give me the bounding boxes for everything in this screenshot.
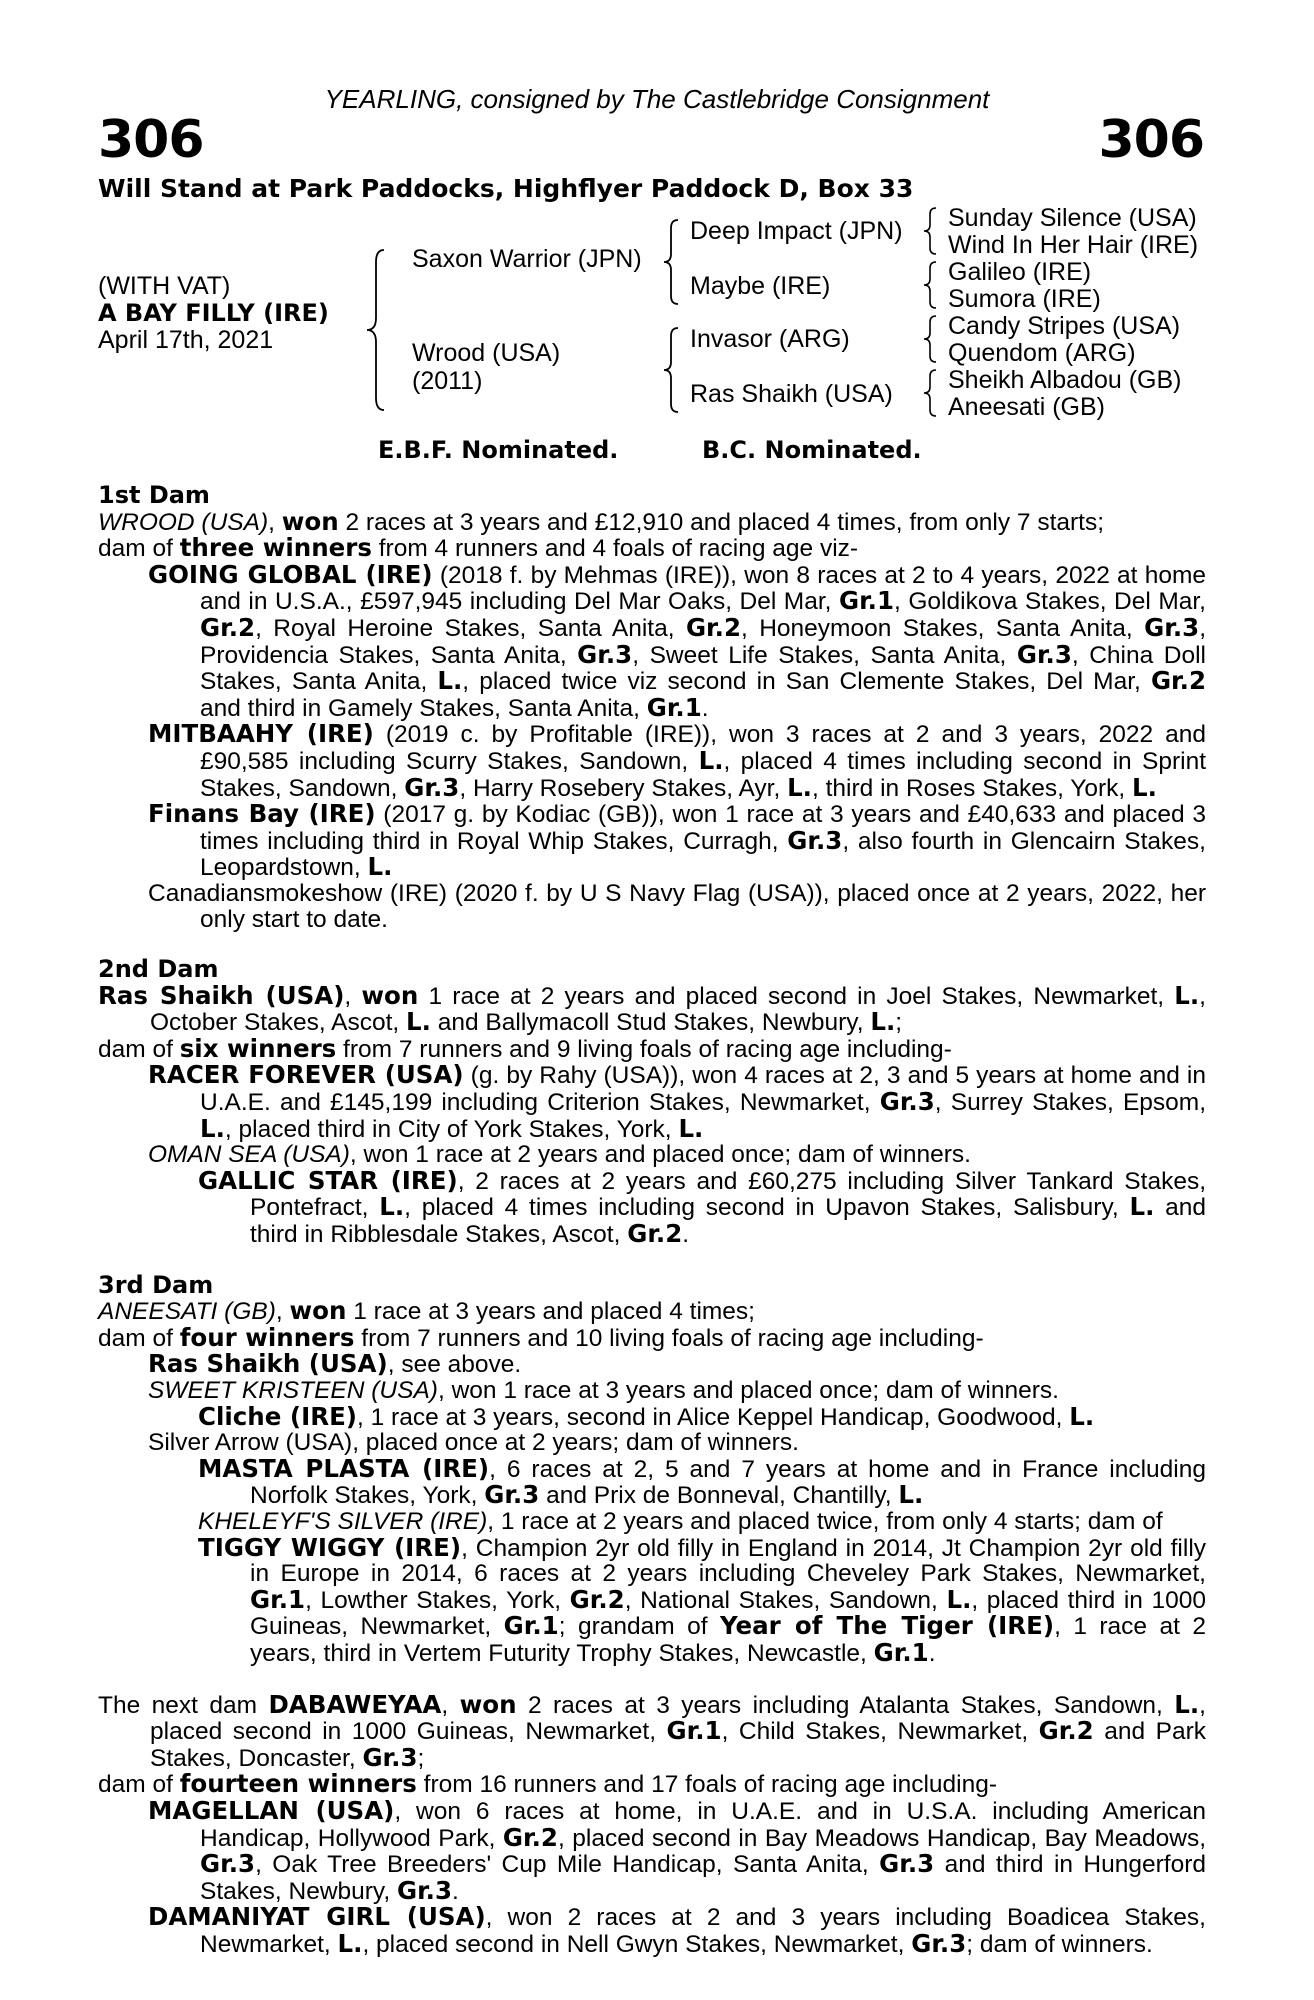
entry-text: from 7 runners and 9 living foals of racing age including- (336, 1035, 952, 1063)
entry-text: , placed third in City of York Stakes, York, (224, 1115, 679, 1143)
entry-text: L. (1129, 1192, 1155, 1222)
entry-text: DAMANIYAT GIRL (USA) (148, 1902, 486, 1932)
entry-text: , 1 race at 2 years and placed twice, from only 4 starts; dam of (487, 1507, 1163, 1535)
dam-name: Wrood (USA) (412, 339, 561, 367)
family-entry (98, 1509, 1206, 1535)
entry-text: , Providencia Stakes, Santa Anita, (200, 614, 1206, 669)
pedigree-brace-sd (920, 260, 942, 310)
entry-text: GALLIC STAR (IRE) (198, 1165, 458, 1195)
entry-text: , Champion 2yr old filly in England in 2014, Jt Champion 2yr old filly in Europe in 2014, 6 races at 2 years including Cheveley Park Stakes, Newmarket, (250, 1534, 1207, 1588)
family-details (98, 483, 1206, 1957)
ped-sss: Sunday Silence (USA) (948, 204, 1197, 232)
entry-text: MITBAAHY (IRE) (148, 719, 374, 749)
entry-text: Gr.2 (502, 1822, 558, 1852)
entry-text: Gr.3 (911, 1928, 967, 1958)
entry-text: L. (200, 1113, 225, 1143)
entry-text: , placed 4 times including second in Upavon Stakes, Salisbury, (404, 1194, 1130, 1222)
entry-text: , Sweet Life Stakes, Santa Anita, (632, 641, 1017, 669)
entry-text: from 4 runners and 4 foals of racing age viz- (371, 535, 859, 563)
entry-text: L. (337, 1928, 363, 1958)
entry-text: MASTA PLASTA (IRE) (198, 1453, 490, 1483)
section-gap (98, 1248, 1206, 1273)
entry-text: Gr.3 (484, 1480, 540, 1510)
entry-text: , placed second in Bay Meadows Handicap, Bay Meadows, (557, 1824, 1207, 1852)
family-entry (98, 535, 1206, 562)
entry-text: L. (379, 1192, 405, 1222)
entry-text: , 1 race at 3 years, second in Alice Keppel Handicap, Goodwood, (357, 1403, 1070, 1431)
family-entry (98, 1378, 1206, 1404)
entry-text: , 6 races at 2, 5 and 7 years at home and in France including Norfolk Stakes, York, (250, 1455, 1207, 1510)
entry-text: fourteen winners (179, 1769, 417, 1799)
family-entry (98, 1351, 1206, 1378)
entry-text: Gr.3 (404, 772, 460, 802)
entry-text: Gr.3 (577, 639, 633, 669)
entry-text: Gr.2 (1038, 1716, 1094, 1746)
entry-text: , National Stakes, Sandown, (624, 1586, 947, 1614)
entry-text: Silver Arrow (USA), placed once at 2 years; dam of winners. (148, 1429, 799, 1457)
entry-text: (2018 f. by Mehmas (IRE)), won 8 races at 2 to 4 years, 2022 at home and in U.S.A., £597,945 including Del Mar Oaks, Del Mar, (200, 561, 1206, 616)
entry-text: , placed third in 1000 Guineas, Newmarket, (250, 1586, 1206, 1641)
entry-text: , Harry Rosebery Stakes, Ayr, (459, 774, 788, 802)
family-entry (98, 801, 1206, 881)
pedigree-brace-dd (920, 368, 942, 418)
entry-text: , (344, 982, 362, 1010)
section-gap (98, 932, 1206, 957)
entry-text: Finans Bay (IRE) (148, 799, 376, 829)
entry-text: L. (870, 1007, 896, 1037)
family-entry (98, 559, 1206, 722)
entry-text: three winners (179, 533, 372, 563)
entry-text: six winners (179, 1033, 337, 1063)
family-entry (98, 1532, 1207, 1667)
entry-text: L. (898, 1480, 924, 1510)
entry-text: Gr.2 (569, 1584, 625, 1614)
sire-sire: Deep Impact (JPN) (690, 217, 903, 245)
entry-text: . (701, 694, 709, 722)
entry-text: , placed second in Nell Gwyn Stakes, Newmarket, (362, 1930, 912, 1958)
entry-text: Gr.3 (1016, 639, 1072, 669)
family-entry (98, 1142, 1206, 1168)
entry-text: Gr.1 (250, 1584, 306, 1614)
entry-text: , (441, 1691, 460, 1719)
vat-label: (WITH VAT) (98, 272, 231, 300)
pedigree-brace-main (362, 248, 392, 412)
entry-text: dam of (98, 535, 180, 563)
entry-text: L. (698, 745, 724, 775)
entry-text: , China Doll Stakes, Santa Anita, (200, 641, 1206, 696)
entry-text: Gr.3 (879, 1849, 935, 1879)
entry-text: SWEET KRISTEEN (USA) (148, 1377, 438, 1404)
entry-text: L. (678, 1113, 704, 1143)
family-entry (98, 1033, 1206, 1063)
entry-text: Gr.2 (1150, 666, 1206, 696)
entry-text: Gr.2 (627, 1219, 683, 1249)
entry-text: , Surrey Stakes, Epsom, (934, 1089, 1207, 1117)
stand-location: Will Stand at Park Paddocks, Highflyer Paddock D, Box 33 (98, 174, 914, 203)
bc-nominated: B.C. Nominated. (702, 436, 922, 464)
entry-text: Gr.3 (200, 1849, 256, 1879)
entry-text: and Prix de Bonneval, Chantilly, (539, 1482, 899, 1510)
entry-text: , placed second in 1000 Guineas, Newmarket, (150, 1691, 1206, 1746)
family-entry (98, 1904, 1206, 1957)
entry-text: Gr.1 (873, 1637, 929, 1667)
family-entry (98, 1795, 1207, 1905)
entry-text: ; (417, 1744, 425, 1772)
entry-text: , Oak Tree Breeders' Cup Mile Handicap, Santa Anita, (255, 1851, 880, 1879)
family-entry (98, 721, 1206, 801)
entry-text: dam of (98, 1324, 180, 1352)
entry-text: Gr.2 (685, 612, 741, 642)
entry-text: , won 6 races at home, in U.A.E. and in U.S.A. including American Handicap, Hollywood Park, (200, 1797, 1206, 1852)
entry-text: WROOD (USA) (98, 508, 269, 536)
entry-text: and third in Ribblesdale Stakes, Ascot, (250, 1194, 1206, 1249)
entry-text: Ras Shaikh (USA) (148, 1349, 388, 1379)
entry-text: L. (1174, 1689, 1200, 1719)
entry-text: , won 1 race at 2 years and placed once; dam of winners. (349, 1141, 971, 1169)
section-heading: 3rd Dam (98, 1270, 214, 1299)
section-gap (98, 1667, 1206, 1692)
entry-text: and third in Gamely Stakes, Santa Anita, (200, 694, 647, 722)
entry-text: 1 race at 2 years and placed second in Joel Stakes, Newmarket, (418, 982, 1175, 1010)
entry-text: , Child Stakes, Newmarket, (721, 1718, 1039, 1746)
entry-text: won (289, 1296, 347, 1326)
family-entry (98, 1165, 1206, 1249)
entry-text: 2 races at 3 years including Atalanta Stakes, Sandown, (516, 1691, 1175, 1719)
dam-dam: Ras Shaikh (USA) (690, 380, 893, 408)
entry-text: Gr.1 (666, 1716, 722, 1746)
entry-text: (2017 g. by Kodiac (GB)), won 1 race at 3 years and £40,633 and placed 3 times including third in Royal Whip Stakes, Curragh, (200, 801, 1206, 855)
entry-text: , third in Roses Stakes, York, (811, 774, 1133, 802)
entry-text: Gr.1 (503, 1611, 559, 1641)
entry-text: Ras Shaikh (USA) (98, 980, 345, 1010)
entry-text: . (682, 1221, 690, 1249)
family-entry (98, 1689, 1206, 1772)
section-heading: 1st Dam (98, 481, 210, 509)
entry-text: , (268, 508, 282, 536)
entry-text: and third in Hungerford Stakes, Newbury, (200, 1851, 1207, 1905)
entry-text: L. (406, 1007, 431, 1037)
ped-dsd: Quendom (ARG) (948, 339, 1136, 367)
pedigree-brace-ss (920, 206, 942, 256)
entry-text: ; dam of winners. (966, 1930, 1153, 1958)
section-heading: 2nd Dam (98, 955, 219, 984)
family-entry (98, 1453, 1207, 1510)
entry-text: GOING GLOBAL (IRE) (148, 559, 433, 589)
family-entry (98, 1771, 1206, 1798)
family-entry (98, 1322, 1206, 1352)
entry-text: L. (787, 772, 812, 802)
entry-text: , Honeymoon Stakes, Santa Anita, (741, 614, 1145, 642)
entry-text: RACER FOREVER (USA) (148, 1060, 464, 1090)
entry-text: four winners (179, 1322, 355, 1352)
entry-text: The next dam (98, 1691, 269, 1719)
entry-text: TIGGY WIGGY (IRE) (198, 1532, 462, 1562)
family-entry (98, 1062, 1206, 1142)
entry-text: from 7 runners and 10 living foals of racing age including- (354, 1324, 984, 1352)
entry-text: , October Stakes, Ascot, (150, 982, 1206, 1037)
entry-text: , (275, 1298, 290, 1326)
pedigree-brace-ds (920, 314, 942, 364)
ped-dss: Candy Stripes (USA) (948, 312, 1181, 340)
entry-text: Gr.3 (879, 1087, 935, 1117)
ped-ddd: Aneesati (GB) (948, 393, 1106, 421)
pedigree-brace-dam (660, 326, 684, 414)
consignment-line: YEARLING, consigned by The Castlebridge Consignment (324, 84, 990, 114)
entry-text: Gr.3 (396, 1875, 453, 1905)
entry-text: , won 1 race at 3 years and placed once; dam of winners. (437, 1377, 1059, 1404)
entry-text: won (459, 1689, 517, 1719)
family-entry (98, 1401, 1206, 1431)
entry-text: OMAN SEA (USA) (148, 1141, 350, 1169)
ped-dds: Sheikh Albadou (GB) (948, 366, 1182, 394)
family-entry (98, 1298, 1206, 1325)
horse-dob: April 17th, 2021 (98, 326, 274, 354)
entry-text: . (452, 1877, 459, 1905)
family-entry (98, 1430, 1206, 1456)
entry-text: , Royal Heroine Stakes, Santa Anita, (255, 614, 686, 642)
entry-text: 2 races at 3 years and £12,910 and placed 4 times, from only 7 starts; (338, 508, 1105, 536)
entry-text: L. (367, 852, 393, 882)
pedigree-brace-sire (660, 218, 684, 306)
entry-text: Cliche (IRE) (198, 1401, 357, 1431)
entry-text: , also fourth in Glencairn Stakes, Leopardstown, (200, 827, 1206, 882)
entry-text: won (281, 506, 339, 536)
lot-number-left: 306 (98, 110, 204, 170)
entry-text: , Goldikova Stakes, Del Mar, (894, 588, 1206, 616)
family-entry (98, 881, 1206, 932)
entry-text: 1 race at 3 years and placed 4 times; (346, 1298, 755, 1326)
entry-text: dam of (98, 1035, 180, 1063)
entry-text: Gr.3 (362, 1742, 418, 1772)
sire: Saxon Warrior (JPN) (412, 245, 642, 273)
horse-name: A BAY FILLY (IRE) (98, 299, 329, 327)
dam-year: (2011) (412, 367, 483, 395)
ped-ssd: Wind In Her Hair (IRE) (948, 231, 1199, 259)
lot-number-right: 306 (1098, 110, 1204, 170)
ped-sdd: Sumora (IRE) (948, 285, 1101, 313)
entry-text: won (361, 980, 419, 1010)
entry-text: dam of (98, 1771, 180, 1799)
entry-text: MAGELLAN (USA) (148, 1795, 395, 1825)
entry-text: Gr.1 (646, 692, 702, 722)
entry-text: L. (1132, 772, 1157, 802)
dam-sire: Invasor (ARG) (690, 325, 850, 353)
entry-text: , won 2 races at 2 and 3 years including Boadicea Stakes, Newmarket, (200, 1904, 1206, 1958)
entry-text: L. (1069, 1401, 1095, 1431)
entry-text: , see above. (387, 1351, 522, 1379)
entry-text: Gr.3 (1144, 612, 1200, 642)
family-entry (98, 980, 1206, 1037)
entry-text: Canadiansmokeshow (IRE) (2020 f. by U S Navy Flag (USA)), placed once at 2 years, 2022, her only start to date. (148, 879, 1206, 933)
sire-dam: Maybe (IRE) (690, 272, 831, 300)
entry-text: Year of The Tiger (IRE) (719, 1611, 1055, 1641)
entry-text: and Park Stakes, Doncaster, (150, 1718, 1206, 1772)
entry-text: DABAWEYAA (268, 1689, 442, 1719)
entry-text: Gr.3 (787, 825, 843, 855)
entry-text: , Lowther Stakes, York, (305, 1586, 570, 1614)
entry-text: from 16 runners and 17 foals of racing age including- (416, 1771, 998, 1799)
entry-text: L. (437, 666, 463, 696)
entry-text: , 1 race at 2 years, third in Vertem Futurity Trophy Stakes, Newcastle, (250, 1613, 1206, 1667)
entry-text: ; (895, 1009, 903, 1037)
ped-sds: Galileo (IRE) (948, 258, 1092, 286)
entry-text: Gr.2 (200, 612, 256, 642)
entry-text: ANEESATI (GB) (98, 1298, 276, 1326)
entry-text: , 2 races at 2 years and £60,275 including Silver Tankard Stakes, Pontefract, (250, 1167, 1206, 1222)
ebf-nominated: E.B.F. Nominated. (378, 436, 619, 464)
entry-text: . (928, 1639, 936, 1667)
entry-text: ; grandam of (558, 1613, 720, 1641)
entry-text: L. (946, 1584, 972, 1614)
entry-text: (2019 c. by Profitable (IRE)), won 3 races at 2 and 3 years, 2022 and £90,585 including Scurry Stakes, Sandown, (200, 721, 1206, 775)
entry-text: L. (1174, 980, 1200, 1010)
entry-text: KHELEYF'S SILVER (IRE) (198, 1507, 488, 1535)
entry-text: (g. by Rahy (USA)), won 4 races at 2, 3 and 5 years at home and in U.A.E. and £145,199 including Criterion Stakes, Newmarket, (200, 1062, 1207, 1117)
entry-text: , placed 4 times including second in Sprint Stakes, Sandown, (200, 747, 1207, 802)
entry-text: and Ballymacoll Stud Stakes, Newbury, (430, 1009, 871, 1037)
entry-text: , placed twice viz second in San Clemente Stakes, Del Mar, (462, 668, 1151, 696)
family-entry (98, 506, 1206, 536)
entry-text: Gr.1 (838, 586, 895, 616)
